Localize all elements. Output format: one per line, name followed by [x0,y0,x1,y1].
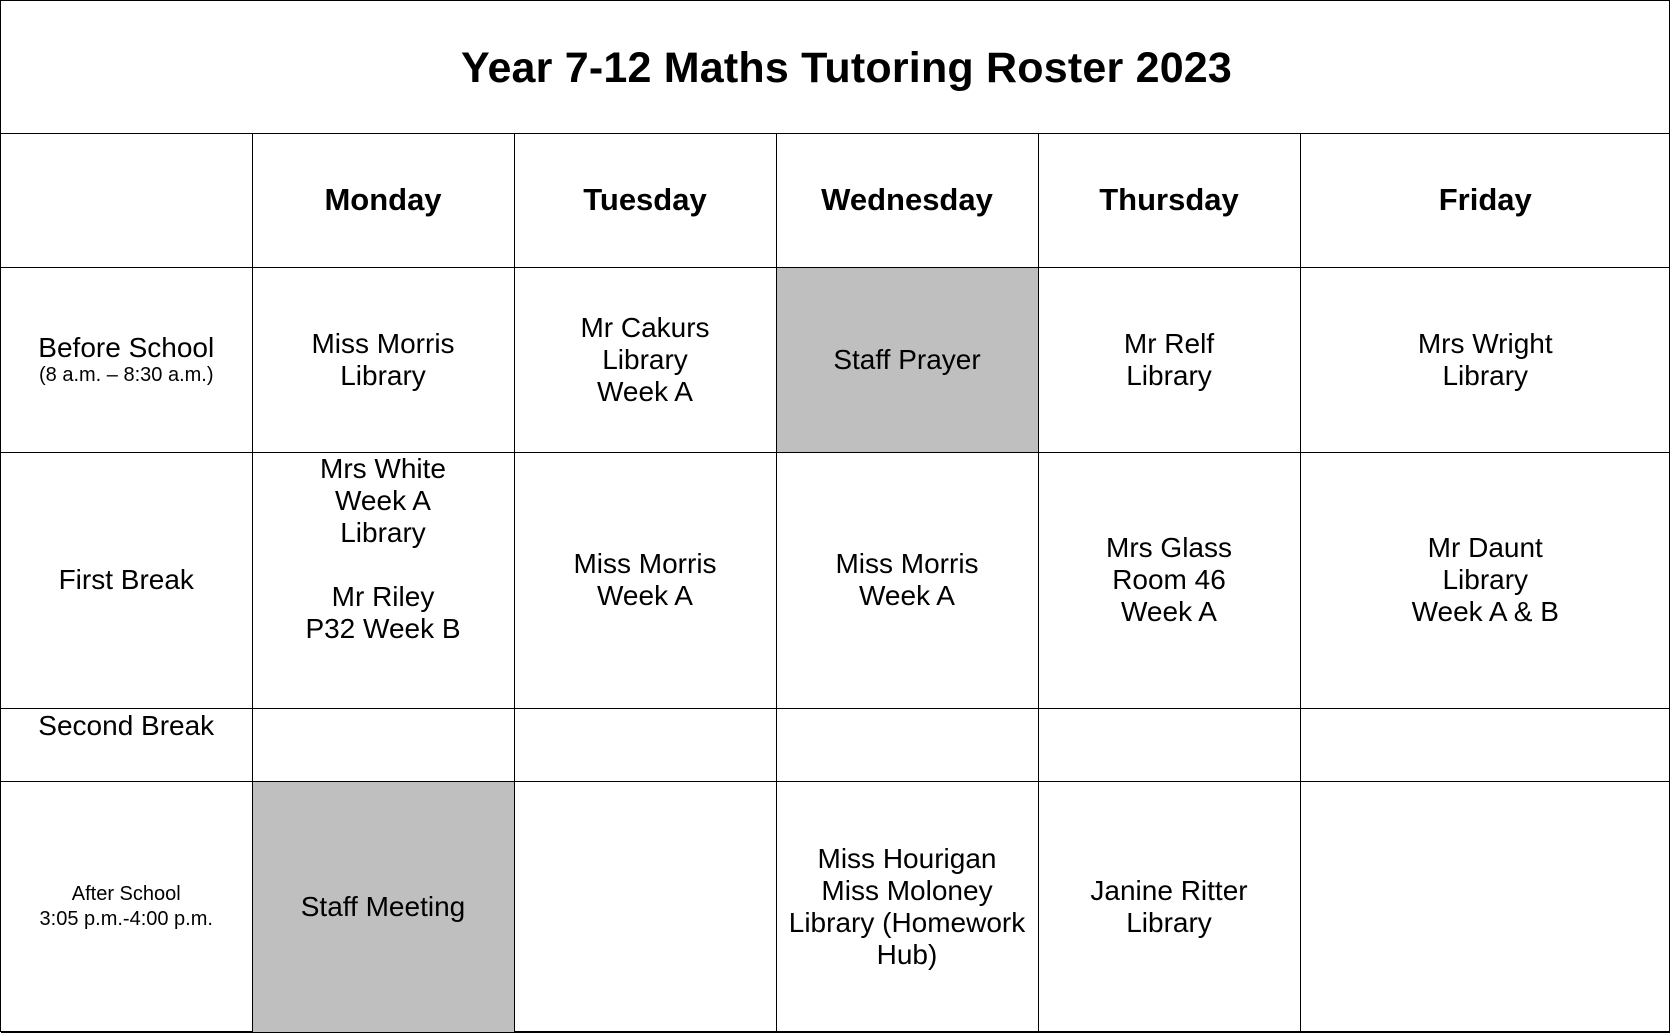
cell-line: Room 46 [1112,564,1226,595]
cell-after-school-friday [1300,781,1670,1032]
cell-first-break-monday [252,452,514,708]
day-header-monday: Monday [252,134,514,267]
slot-name: Before School [38,331,215,363]
cell-after-school-wednesday [776,781,1038,1032]
cell-first-break-tuesday [514,452,776,708]
cell-line: Week A [335,484,431,516]
cell-line: Week A [1121,596,1217,627]
slot-name: After School [71,882,181,905]
cell-line: Week A [597,580,693,611]
cell-after-school-thursday [1038,781,1300,1032]
cell-line: Library [1126,906,1212,938]
cell-line: Miss Morris [311,327,455,359]
title-bar [1,1,1670,134]
cell-line: Miss Morris [573,548,717,579]
header-row [1,134,1670,267]
cell-second-break-wednesday [776,708,1038,781]
cell-spacer [253,549,514,581]
after-school-row [1,781,1670,1032]
cell-line: Library [340,359,426,391]
slot-label-after-school [1,781,252,1032]
cell-before-school-thursday [1038,267,1300,452]
cell-first-break-wednesday [776,452,1038,708]
day-header-wednesday: Wednesday [776,134,1038,267]
cell-second-break-thursday [1038,708,1300,781]
slot-name: Second Break [38,709,215,741]
cell-line: Mrs Glass [1106,532,1232,563]
cell-before-school-wednesday [776,267,1038,452]
cell-line: Week A & B [1411,596,1559,627]
second-break-row [1,708,1670,781]
day-header-thursday: Thursday [1038,134,1300,267]
cell-line: Mr Relf [1123,327,1215,359]
day-header-tuesday: Tuesday [514,134,776,267]
cell-after-school-tuesday [514,781,776,1032]
cell-before-school-monday [252,267,514,452]
cell-second-break-friday [1300,708,1670,781]
cell-before-school-friday [1300,267,1670,452]
cell-line: Library [602,343,688,375]
cell-line: Library [1442,564,1529,595]
cell-line: Miss Morris [835,548,979,579]
roster-table [1,134,1670,1033]
cell-line: Mrs Wright [1417,327,1553,359]
cell-line: Miss Hourigan [817,842,997,874]
cell-second-break-tuesday [514,708,776,781]
corner-cell [1,134,252,267]
cell-line: Miss Moloney [821,874,993,906]
cell-line: P32 Week B [305,612,461,644]
cell-line: Mrs White [320,452,446,484]
day-header-friday: Friday [1300,134,1670,267]
cell-line: Week A [859,580,955,611]
cell-line: Library (Homework [788,906,1026,938]
slot-time: 3:05 p.m.-4:00 p.m. [39,907,213,930]
cell-line: Staff Prayer [833,343,981,375]
cell-line: Week A [597,375,693,407]
first-break-row [1,452,1670,708]
cell-line: Library [1442,359,1529,391]
cell-first-break-friday [1300,452,1670,708]
cell-line: Mr Daunt [1427,532,1543,563]
cell-line: Library [340,516,426,548]
page-title: Year 7-12 Maths Tutoring Roster 2023 [460,43,1233,92]
slot-label-first-break [1,452,252,708]
slot-name: First Break [58,564,194,595]
slot-label-second-break [1,708,252,781]
cell-line: Mr Riley [331,580,435,612]
cell-line: Library [1126,359,1212,391]
cell-second-break-monday [252,708,514,781]
cell-line: Janine Ritter [1090,874,1248,906]
cell-line: Mr Cakurs [580,311,710,343]
before-school-row [1,267,1670,452]
cell-after-school-monday [252,781,514,1032]
cell-line: Staff Meeting [300,890,466,922]
cell-line: Hub) [876,938,938,970]
cell-first-break-thursday [1038,452,1300,708]
slot-label-before-school [1,267,252,452]
cell-before-school-tuesday [514,267,776,452]
slot-time: (8 a.m. – 8:30 a.m.) [38,363,214,386]
